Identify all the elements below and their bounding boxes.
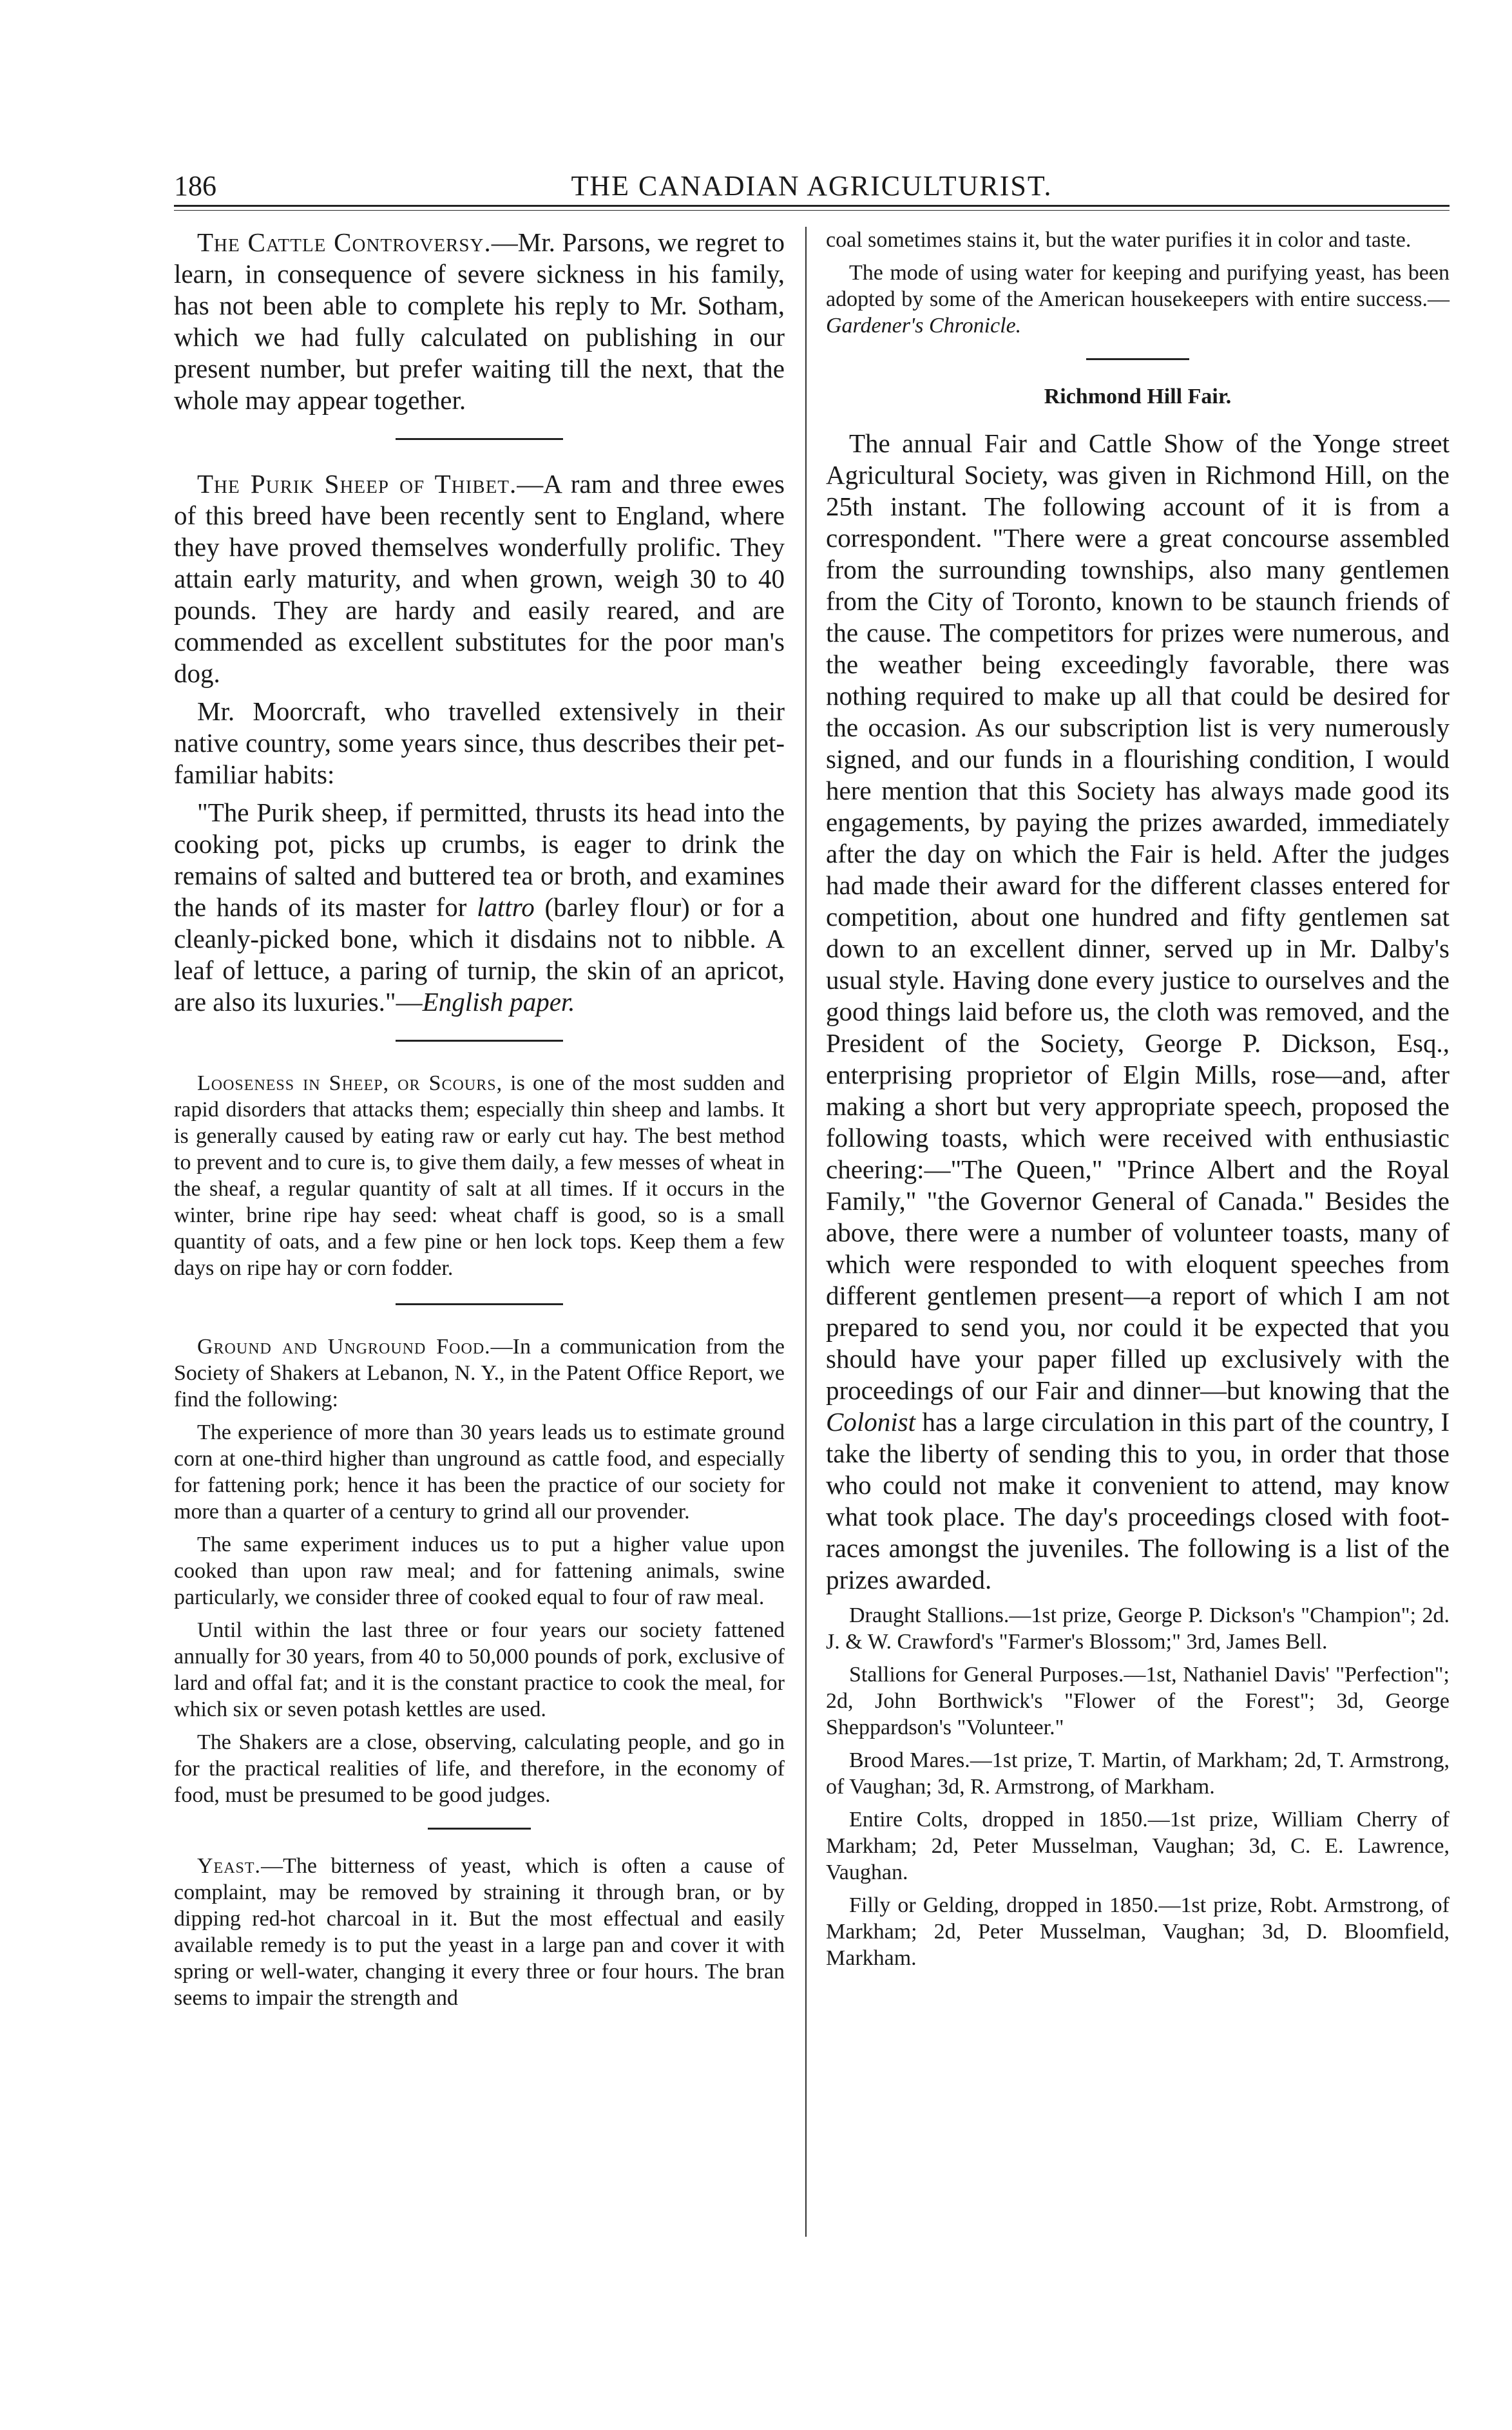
article-heading: Richmond Hill Fair. — [1044, 385, 1232, 408]
italic-term: Colonist — [826, 1407, 915, 1437]
article-ground-food — [174, 1334, 785, 1413]
article-body: —A ram and three ewes of this breed have been recently sent to England, where they have proved themselves wonderfully prolific. They attain early maturity, and when grown, weigh 30 to 40 pounds. They are hardy and easily reared, and are commended as excellent substitutes for the poor man's dog. — [174, 469, 785, 688]
article-body: has a large circulation in this part of the country, I take the liberty of sending this to you, in order that those who could not make it convenient to attend, may know what took place. The day's proceedings closed with foot-races amongst the juveniles. The following is a list of the prizes awarded. — [826, 1407, 1450, 1594]
article-body: The annual Fair and Cattle Show of the Yonge street Agricultural Society, was given in Richmond Hill, on the 25th instant. The following account of it is from a correspondent. "There were a great concourse assembled from the surrounding townships, also many gentlemen from the City of Toronto, known to be staunch friends of the cause. The competitors for prizes were numerous, and the weather being exceedingly favorable, there was nothing required to make up all that could be desired for the occasion. As our subscription list is very numerously signed, and our funds in a flourishing condition, I would here mention that this Society has always made good its engagements, by paying the prizes awarded, immediately after the day on which the Fair is held. After the judges had made their award for the different classes entered for competition, about one hundred and fifty gentlemen sat down to an excellent dinner, served up in Mr. Dalby's usual style. Having done every justice to ourselves and the good things laid before us, the cloth was removed, and the President of the Society, George P. Dickson, Esq., enterprising proprietor of Elgin Mills, rose—and, after making a short but very appropriate speech, proposed the following toasts, which were received with enthusiastic cheering:—"The Queen," "Prince Albert and the Royal Family," "the Governor General of Canada." Besides the above, there were a number of volunteer toasts, many of which were responded to with eloquent speeches from different gentlemen present—a report of which I am not prepared to send you, nor could it be expected that you should have your paper filled up exclusively with the proceedings of our Fair and dinner—but knowing that the — [826, 428, 1450, 1405]
paragraph: The experience of more than 30 years leads us to estimate ground corn at one-third higher than unground as cattle food, and especially for fattening pork; hence it has been the practice of our society for more than a quarter of a century to grind all our provender. — [174, 1421, 785, 1524]
section-separator — [396, 438, 563, 440]
article-title: The Cattle Controversy. — [197, 227, 492, 257]
article-body: —The bitterness of yeast, which is often a cause of complaint, may be removed by straining it through bran, or by dipping red-hot charcoal in it. But the most effectual and easily available remedy is to put the yeast in a large pan and cover it with spring or well-water, changing it every three or four hours. The bran seems to impair the strength and — [174, 1854, 785, 2010]
article-title: Ground and Unground Food. — [197, 1335, 491, 1359]
prize-list-item: Entire Colts, dropped in 1850.—1st prize, William Cherry of Markham; 2d, Peter Musselman, Vaughan; 3d, C. E. Lawrence, Vaughan. — [826, 1808, 1450, 1884]
article-richmond-hill-fair — [826, 428, 1450, 1596]
section-separator — [396, 1303, 563, 1305]
section-separator — [428, 1828, 531, 1830]
quotation — [174, 797, 785, 1018]
column-divider — [805, 227, 807, 2237]
header-rule-thin — [174, 210, 1450, 211]
paragraph: Until within the last three or four years our society fattened annually for 30 years, from 40 to 50,000 pounds of pork, exclusive of lard and offal fat; and it is the constant practice to cook the meal, for which six or seven potash kettles are used. — [174, 1618, 785, 1721]
article-body: —Mr. Parsons, we regret to learn, in consequence of severe sickness in his family, has not been able to complete his reply to Mr. Sotham, which we had fully calculated on publishing in our present number, but prefer waiting till the next, that the whole may appear together. — [174, 227, 785, 415]
paragraph: Mr. Moorcraft, who travelled extensively in their native country, some years since, thus describes their pet-familiar habits: — [174, 696, 785, 789]
article-body: —In a communication from the Society of Shakers at Lebanon, N. Y., in the Patent Office Report, we find the following: — [174, 1335, 785, 1411]
quote-text: "The Purik sheep, if permitted, thrusts its head into the cooking pot, picks up crumbs, is eager to drink the remains of salted and buttered tea or broth, and examines the hands of its master for — [174, 798, 785, 922]
right-column — [826, 227, 1450, 1978]
section-separator — [396, 1040, 563, 1042]
source-credit: English paper. — [422, 987, 575, 1017]
left-column — [174, 227, 785, 2018]
article-body: is one of the most sudden and rapid disorders that attacks them; especially thin sheep and lambs. It is generally caused by eating raw or early cut hay. The best method to prevent and to cure is, to give them daily, a few messes of wheat in the sheaf, a regular quantity of salt at all times. If it occurs in the winter, brine ripe hay seed: wheat chaff is good, so is a small quantity of oats, and a few pine or hen lock tops. Keep them a few days on ripe hay or corn fodder. — [174, 1071, 785, 1280]
paragraph — [826, 260, 1450, 339]
italic-term: lattro — [477, 892, 535, 922]
prize-list-item: Brood Mares.—1st prize, T. Martin, of Markham; 2d, T. Armstrong, of Vaughan; 3d, R. Armstrong, of Markham. — [826, 1748, 1450, 1799]
paragraph: The Shakers are a close, observing, calculating people, and go in for the practical realities of life, and therefore, in the economy of food, must be presumed to be good judges. — [174, 1730, 785, 1807]
article-title: Yeast. — [197, 1854, 262, 1878]
article-purik-sheep — [174, 468, 785, 689]
prize-list-item: Stallions for General Purposes.—1st, Nathaniel Davis' "Perfection"; 2d, John Borthwick's "Flower of the Forest"; 3d, George Sheppardson's "Volunteer." — [826, 1663, 1450, 1739]
prize-list-item: Draught Stallions.—1st prize, George P. Dickson's "Champion"; 2d. J. & W. Crawford's "Farmer's Blossom;" 3rd, James Bell. — [826, 1603, 1450, 1654]
running-title: THE CANADIAN AGRICULTURIST. — [571, 170, 1053, 202]
quote-text: (barley flour) or for a cleanly-picked bone, which it disdains not to nibble. A leaf of lettuce, a paring of turnip, the skin of an apricot, are also its luxuries."— — [174, 892, 785, 1017]
article-looseness-in-sheep — [174, 1070, 785, 1281]
section-separator — [1086, 358, 1189, 360]
paragraph-continued: coal sometimes stains it, but the water purifies it in color and taste. — [826, 228, 1412, 252]
article-title: Looseness in Sheep, or Scours, — [197, 1071, 503, 1095]
article-title: The Purik Sheep of Thibet. — [197, 469, 517, 499]
header-rule — [174, 205, 1450, 207]
prize-list-item: Filly or Gelding, dropped in 1850.—1st prize, Robt. Armstrong, of Markham; 2d, Peter Musselman, Vaughan; 3d, D. Bloomfield, Markham. — [826, 1893, 1450, 1970]
article-yeast — [174, 1853, 785, 2011]
page-header — [174, 164, 1450, 203]
paragraph-text: The mode of using water for keeping and purifying yeast, has been adopted by some of the American housekeepers with entire success.— — [826, 261, 1450, 311]
source-credit: Gardener's Chronicle. — [826, 314, 1022, 338]
article-cattle-controversy — [174, 227, 785, 416]
page-number: 186 — [174, 170, 216, 202]
paragraph: The same experiment induces us to put a higher value upon cooked than upon raw meal; and for fattening animals, swine particularly, we consider three of cooked equal to four of raw meal. — [174, 1533, 785, 1609]
